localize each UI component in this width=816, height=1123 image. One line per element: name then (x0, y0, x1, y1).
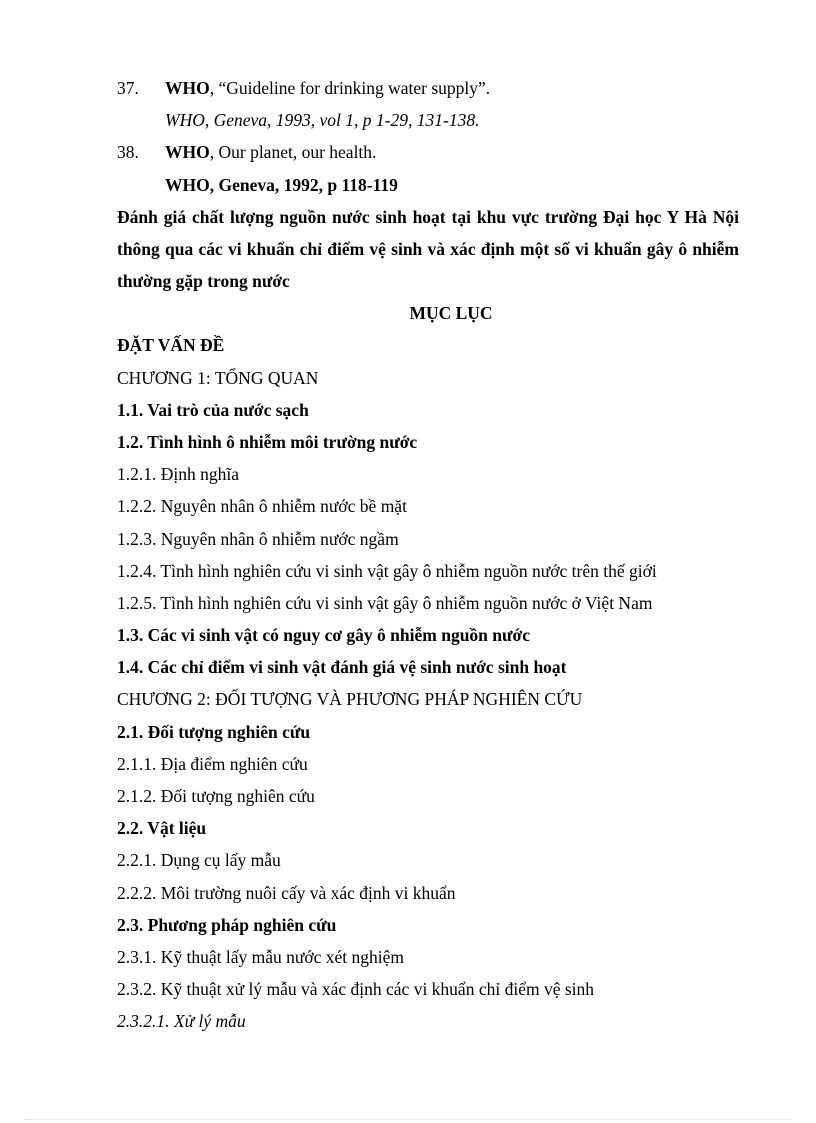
toc-entry: 1.2. Tình hình ô nhiễm môi trường nước (117, 432, 418, 452)
reference-37 (117, 77, 490, 99)
toc-entry: 1.2.5. Tình hình nghiên cứu vi sinh vật gây ô nhiễm nguồn nước ở Việt Nam (117, 593, 653, 613)
reference-37-source: WHO, Geneva, 1993, vol 1, p 1-29, 131-138. (165, 110, 480, 130)
toc-entry: 2.1.1. Địa điểm nghiên cứu (117, 754, 308, 774)
toc-entry: 1.3. Các vi sinh vật có nguy cơ gây ô nhiễm nguồn nước (117, 625, 530, 645)
reference-38-source: WHO, Geneva, 1992, p 118-119 (165, 175, 398, 195)
toc-entry: 2.2.2. Môi trường nuôi cấy và xác định vi khuẩn (117, 883, 456, 903)
toc-entry: 1.2.2. Nguyên nhân ô nhiễm nước bề mặt (117, 496, 407, 516)
toc-entry: 2.2.1. Dụng cụ lấy mẫu (117, 850, 281, 870)
toc-entry: 1.2.4. Tình hình nghiên cứu vi sinh vật gây ô nhiễm nguồn nước trên thế giới (117, 561, 657, 581)
page-bottom-divider (24, 1119, 792, 1120)
toc-entry: 2.3.2. Kỹ thuật xử lý mẫu và xác định các vi khuẩn chỉ điểm vệ sinh (117, 979, 595, 999)
toc-entry: 2.3.2.1. Xử lý mẫu (117, 1011, 246, 1031)
toc-entry: 2.2. Vật liệu (117, 818, 207, 838)
reference-author: WHO (165, 78, 210, 98)
toc-entry: 2.1.2. Đối tượng nghiên cứu (117, 786, 315, 806)
reference-title: , “Guideline for drinking water supply”. (209, 78, 491, 98)
reference-38 (117, 141, 376, 163)
toc-heading: MỤC LỤC (409, 303, 493, 323)
toc-entry: 1.1. Vai trò của nước sạch (117, 400, 309, 420)
toc-entry: 2.3.1. Kỹ thuật lấy mẫu nước xét nghiệm (117, 947, 405, 967)
thesis-title: Đánh giá chất lượng nguồn nước sinh hoạt tại khu vực trường Đại học Y Hà Nội thông qua các vi khuẩn chỉ điểm vệ sinh và xác định một số vi khuẩn gây ô nhiễm thường gặp trong nước (117, 207, 739, 291)
toc-entry: 1.4. Các chỉ điểm vi sinh vật đánh giá vệ sinh nước sinh hoạt (117, 657, 567, 677)
toc-entry: 2.1. Đối tượng nghiên cứu (117, 722, 311, 742)
reference-number: 38. (117, 142, 139, 162)
reference-author: WHO (165, 142, 210, 162)
reference-title: , Our planet, our health. (209, 142, 377, 162)
toc-entry: CHƯƠNG 1: TỔNG QUAN (117, 368, 319, 388)
reference-number: 37. (117, 78, 139, 98)
toc-entry: CHƯƠNG 2: ĐỐI TƯỢNG VÀ PHƯƠNG PHÁP NGHIÊN CỨU (117, 689, 583, 709)
toc-entry: 2.3. Phương pháp nghiên cứu (117, 915, 337, 935)
toc-entry: 1.2.1. Định nghĩa (117, 464, 240, 484)
toc-entry: 1.2.3. Nguyên nhân ô nhiễm nước ngầm (117, 529, 399, 549)
toc-entry: ĐẶT VẤN ĐỀ (117, 335, 225, 355)
